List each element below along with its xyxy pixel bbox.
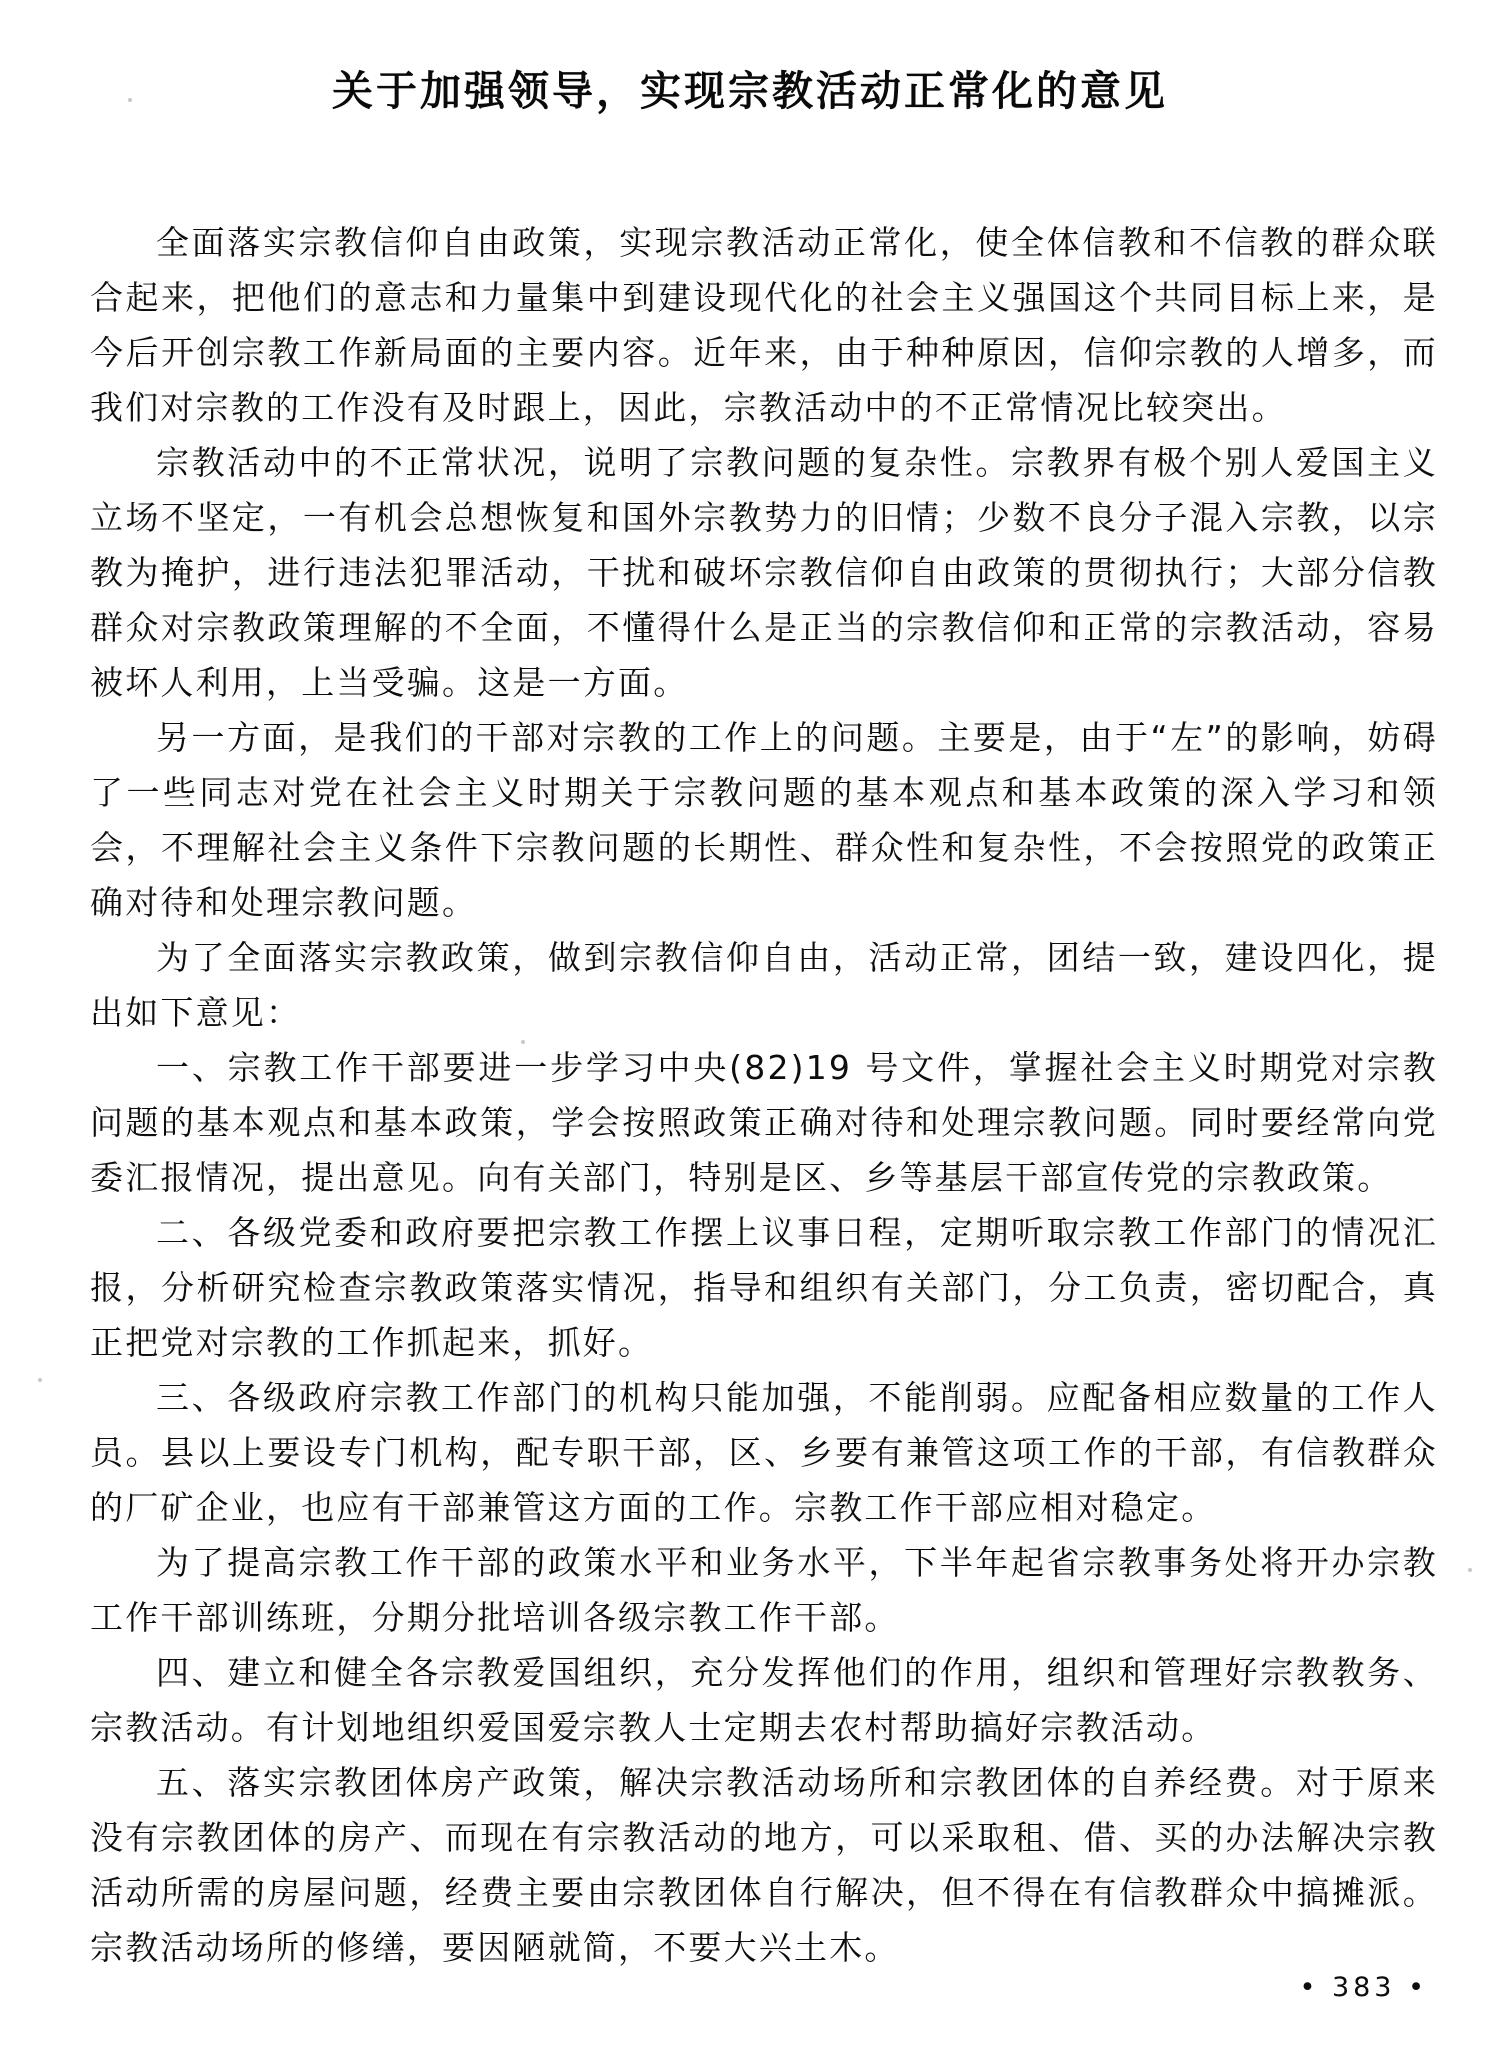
body-paragraph: 四、建立和健全各宗教爱国组织，充分发挥他们的作用，组织和管理好宗教教务、宗教活动。有计划地组织爱国爱宗教人士定期去农村帮助搞好宗教活动。	[90, 1653, 1438, 1747]
body-paragraph: 宗教活动中的不正常状况，说明了宗教问题的复杂性。宗教界有极个别人爱国主义立场不坚定，一有机会总想恢复和国外宗教势力的旧情；少数不良分子混入宗教，以宗教为掩护，进行违法犯罪活动，干扰和破坏宗教信仰自由政策的贯彻执行；大部分信教群众对宗教政策理解的不全面，不懂得什么是正当的宗教信仰和正常的宗教活动，容易被坏人利用，上当受骗。这是一方面。	[90, 443, 1438, 702]
scan-speck	[128, 98, 132, 102]
body-paragraph: 三、各级政府宗教工作部门的机构只能加强，不能削弱。应配备相应数量的工作人员。县以上要设专门机构，配专职干部，区、乡要有兼管这项工作的干部，有信教群众的厂矿企业，也应有干部兼管这方面的工作。宗教工作干部应相对稳定。	[90, 1378, 1438, 1527]
scan-speck	[521, 1040, 525, 1044]
scan-speck	[38, 1378, 42, 1382]
body-paragraph: 全面落实宗教信仰自由政策，实现宗教活动正常化，使全体信教和不信教的群众联合起来，把他们的意志和力量集中到建设现代化的社会主义强国这个共同目标上来，是今后开创宗教工作新局面的主要内容。近年来，由于种种原因，信仰宗教的人增多，而我们对宗教的工作没有及时跟上，因此，宗教活动中的不正常情况比较突出。	[90, 223, 1438, 427]
body-paragraph: 为了全面落实宗教政策，做到宗教信仰自由，活动正常，团结一致，建设四化，提出如下意见：	[90, 938, 1438, 1032]
body-paragraph: 为了提高宗教工作干部的政策水平和业务水平，下半年起省宗教事务处将开办宗教工作干部训练班，分期分批培训各级宗教工作干部。	[90, 1543, 1438, 1637]
page-title: 关于加强领导，实现宗教活动正常化的意见	[332, 67, 1168, 115]
body-paragraph: 另一方面，是我们的干部对宗教的工作上的问题。主要是，由于“左”的影响，妨碍了一些同志对党在社会主义时期关于宗教问题的基本观点和基本政策的深入学习和领会，不理解社会主义条件下宗教问题的长期性、群众性和复杂性，不会按照党的政策正确对待和处理宗教问题。	[90, 718, 1438, 922]
body-paragraph: 二、各级党委和政府要把宗教工作摆上议事日程，定期听取宗教工作部门的情况汇报，分析研究检查宗教政策落实情况，指导和组织有关部门，分工负责，密切配合，真正把党对宗教的工作抓起来，抓好。	[90, 1213, 1438, 1362]
body-paragraph: 一、宗教工作干部要进一步学习中央(82)19 号文件，掌握社会主义时期党对宗教问题的基本观点和基本政策，学会按照政策正确对待和处理宗教问题。同时要经常向党委汇报情况，提出意见。向有关部门，特别是区、乡等基层干部宣传党的宗教政策。	[90, 1048, 1438, 1197]
document-body	[90, 215, 1438, 1975]
page-number: • 383 •	[1299, 1972, 1428, 2003]
scan-speck	[1468, 1568, 1472, 1572]
body-paragraph: 五、落实宗教团体房产政策，解决宗教活动场所和宗教团体的自养经费。对于原来没有宗教团体的房产、而现在有宗教活动的地方，可以采取租、借、买的办法解决宗教活动所需的房屋问题，经费主要由宗教团体自行解决，但不得在有信教群众中搞摊派。宗教活动场所的修缮，要因陋就简，不要大兴土木。	[90, 1763, 1438, 1967]
